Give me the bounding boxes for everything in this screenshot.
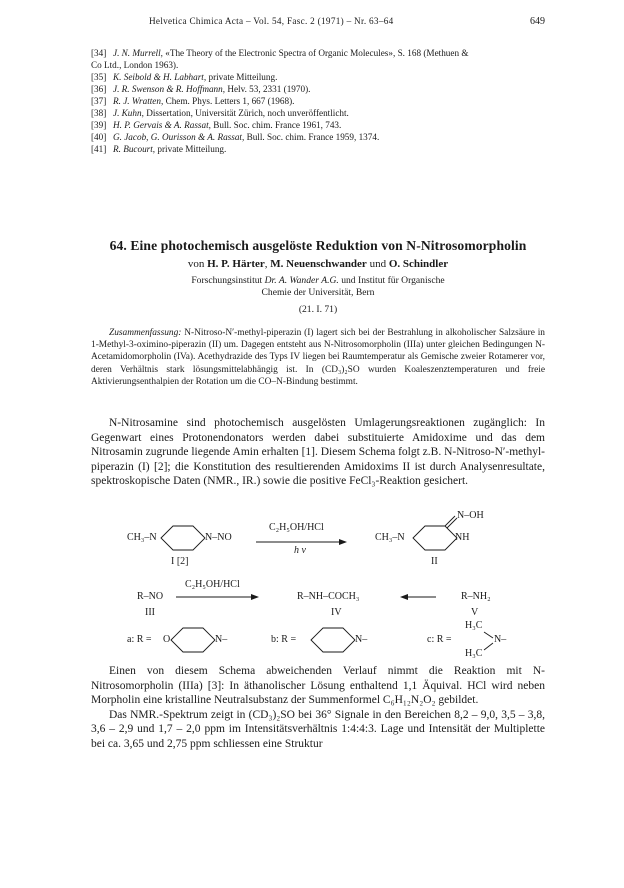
substituent-b: b: R = — [271, 634, 297, 645]
reference-item: [35] K. Seibold & H. Labhart, private Mitteilung. — [91, 72, 278, 82]
label-ch3-right: CH₃–N — [375, 532, 405, 543]
compound-II: II — [431, 556, 438, 567]
reference-item: [41] R. Bucourt, private Mitteilung. — [91, 144, 227, 154]
author-line: von H. P. Härter, M. Neuenschwander und O. Schindler — [187, 258, 449, 270]
page-number: 649 — [530, 16, 545, 27]
author-2: M. Neuenschwander — [270, 258, 367, 270]
ring-a — [171, 628, 215, 652]
abstract-label: Zusammenfassung: — [109, 328, 182, 338]
ring-I — [161, 526, 205, 550]
reference-item: [34] J. N. Murrell, «The Theory of the Electronic Spectra of Organic Molecules», S. 168 (Methuen & — [91, 48, 469, 58]
reference-item: [39] H. P. Gervais & A. Rassat, Bull. Soc. chim. France 1961, 743. — [91, 120, 342, 130]
label-rno: R–NO — [137, 591, 164, 602]
label-n-oh: N–OH — [457, 510, 484, 521]
label-ch3-left: CH₃–N — [127, 532, 157, 543]
running-header — [91, 16, 545, 32]
ring-b — [311, 628, 355, 652]
compound-IV: IV — [331, 607, 342, 618]
label-nh: NH — [455, 532, 470, 543]
arrowhead-1 — [339, 539, 347, 545]
label-n-no: N–NO — [205, 532, 232, 543]
label-b-n: N– — [355, 634, 368, 645]
label-a-o: O — [163, 634, 171, 645]
abstract-text: N-Nitroso-N′-methyl-piperazin (I) lagert sich bei der Bestrahlung in alkoholischer Salzsäure in 1-Methyl-3-oximino-piperazin (II) um. Dagegen entsteht aus N-Nitrosomorpholin (IIIa) unter gleichen Bedingungen N-Acetamidomorpholin (IVa). Acethydrazide des Typs IV liegen bei Raumtemperatur als Gemische zweier Rotamerer vor, deren Verhältnis stark lösungsmittelabhängig ist. In (CD₃)₂SO wurden Koaleszenztemperaturen und freie Aktivierungsenthalpien der Rotation um die CO–N-Bindung bestimmt. — [91, 328, 545, 387]
reference-continuation: Co Ltd., London 1963). — [91, 60, 179, 70]
label-rnhcoch3: R–NH–COCH₃ — [297, 591, 360, 602]
reagent-1: C₂H₅OH/HCl — [269, 522, 324, 533]
label-c-h3c-top: H₃C — [465, 620, 483, 631]
journal-line: Helvetica Chimica Acta – Vol. 54, Fasc. 2 (1971) – Nr. 63–64 — [149, 16, 394, 26]
arrowhead-2 — [251, 594, 259, 600]
c-bond-2 — [484, 643, 493, 650]
label-a-n: N– — [215, 634, 228, 645]
article-title: 64. Eine photochemisch ausgelöste Reduktion von N-Nitrosomorpholin — [109, 238, 527, 253]
reference-item: [37] R. J. Wratten, Chem. Phys. Letters 1, 667 (1968). — [91, 96, 295, 106]
arrowhead-3 — [400, 594, 408, 600]
label-rnh2: R–NH₂ — [461, 591, 491, 602]
compound-I: I [2] — [171, 556, 189, 567]
received-date: (21. I. 71) — [298, 304, 338, 315]
ring-II — [413, 526, 457, 550]
reference-item: [40] G. Jacob, G. Ourisson & A. Rassat, Bull. Soc. chim. France 1959, 1374. — [91, 132, 380, 142]
reference-item: [38] J. Kuhn, Dissertation, Universität Zürich, noch unveröffentlicht. — [91, 108, 349, 118]
paragraph-2: Einen von diesem Schema abweichenden Verlauf nimmt die Reaktion mit N-Nitrosomorpholin (IIIa) [3]: In äthanolischer Lösung enthaltend 1,1 Äquival. HCl wird neben Morpholin eine kristalline Neutralsubstanz der Summenformel C₆H₁₂N₂O₂ gebildet. Das NMR.-Spektrum zeigt in (CD₃)₂SO bei 36° Signale in den Bereichen 8,2 – 9,0, 3,5 – 3,8, 3,6 – 2,9 und 1,7 – 2,0 ppm im Intensitätsverhältnis 1:4:4:3. Lage und Intensität der Multiplette bei ca. 3,65 und 2,75 ppm schliessen eine Struktur — [91, 665, 545, 750]
author-1: H. P. Härter — [207, 258, 265, 270]
substituent-a: a: R = — [127, 634, 152, 645]
label-c-n: N– — [494, 634, 507, 645]
reagent-2: C₂H₅OH/HCl — [185, 579, 240, 590]
abstract — [91, 327, 545, 388]
c-bond-1 — [484, 632, 493, 638]
paragraph-3: Das NMR.-Spektrum zeigt in (CD₃)₂SO bei 36° Signale in den Bereichen 8,2 – 9,0, 3,5 – 3,8, 3,6 – 2,9 und 1,7 – 2,0 ppm im Intensitätsverhältnis 1:4:4:3. Lage und Intensität der Multiplette bei ca. 3,65 und 2,75 ppm schliessen eine Struktur — [91, 708, 545, 750]
hv-label: h ν — [294, 545, 306, 556]
compound-V: V — [471, 607, 479, 618]
reference-list — [91, 47, 545, 155]
reference-item: [36] J. R. Swenson & R. Hoffmann, Helv. 53, 2331 (1970). — [91, 84, 311, 94]
reaction-scheme — [91, 508, 545, 658]
substituent-c: c: R = — [427, 634, 452, 645]
label-c-h3c-bottom: H₃C — [465, 648, 483, 659]
author-3: O. Schindler — [388, 258, 449, 270]
compound-III: III — [145, 607, 155, 618]
paragraph-1: N-Nitrosamine sind photochemisch ausgelösten Umlagerungsreaktionen zugänglich: In Gegenwart eines Protonendonators werden dabei substituierte Amidoxime und das dem Nitrosamin zugrunde liegende Amin erhalten [1]. Diesem Schema folgt z.B. N-Nitroso-N′-methyl-piperazin (I) [2]; die Konstitution des resultierenden Amidoxims II ist durch Analysenresultate, spektroskopische Daten (NMR., IR.) sowie die positive FeCl₃-Reaktion gesichert. — [91, 417, 545, 488]
institution: Forschungsinstitut Dr. A. Wander A.G. und Institut für Organische Chemie der Universität, Bern — [191, 275, 445, 298]
